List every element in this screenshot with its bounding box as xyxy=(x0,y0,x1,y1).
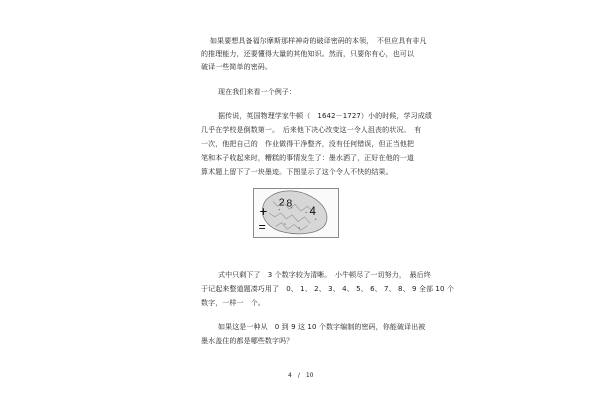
plus-sign: + xyxy=(259,203,268,219)
paragraph-2-line-1: 现在我们来看一个例子： xyxy=(218,88,297,96)
paragraph-3-line-5: 算术题上留下了一块墨迹。下图显示了这个令人不快的结果。 xyxy=(201,168,393,176)
visible-digit-2: 2 xyxy=(278,196,285,209)
paragraph-3-line-1: 据传说，英国物理学家牛顿（ 1642－1727）小的时候，学习成绩 xyxy=(218,112,432,120)
paragraph-4-line-2: 于记起来整道题凑巧用了 0、 1、 2、 3、 4、 5、 6、 7、 8、 9 全部 10 个 xyxy=(201,285,454,293)
ink-blot-svg xyxy=(254,189,338,237)
paragraph-3-line-2: 几乎在学校是倒数第一。 后来他下决心改变这一令人沮丧的状况。 有 xyxy=(201,126,422,134)
paragraph-3-line-4: 笔和本子收起来时，糟糕的事情发生了：墨水洒了，正好在他的一道 xyxy=(201,154,414,162)
visible-digit-4: 4 xyxy=(309,205,316,218)
paragraph-1-line-2: 的推理能力，还要懂得大量的其他知识。然而，只要你有心，也可以 xyxy=(201,50,414,58)
paragraph-4-line-3: 数字，一样一 个。 xyxy=(201,299,265,307)
page-number: 4 / 10 xyxy=(288,372,314,379)
equals-sign: = xyxy=(258,220,266,235)
paragraph-1-line-1: 如果要想具备福尔摩斯那样神奇的破译密码的本领， 不但应具有非凡 xyxy=(210,37,427,45)
ink-blot-figure xyxy=(253,188,339,238)
paragraph-1-line-3: 破译一些简单的密码。 xyxy=(201,63,272,71)
paragraph-5-line-1: 如果这是一种从 0 到 9 这 10 个数字编制的密码，你能破译出被 xyxy=(218,323,426,331)
paragraph-4-line-1: 式中只剩下了 3 个数字较为清晰。 小牛顿尽了一切努力， 最后终 xyxy=(218,271,431,279)
ink-blot-shape xyxy=(259,191,327,234)
paragraph-5-line-2: 墨水盖住的都是哪些数字吗？ xyxy=(201,337,294,345)
visible-digit-8: 8 xyxy=(286,197,293,210)
paragraph-3-line-3: 一次，他把自己的 作业做得干净整齐，没有任何错误，但正当他把 xyxy=(201,140,414,148)
